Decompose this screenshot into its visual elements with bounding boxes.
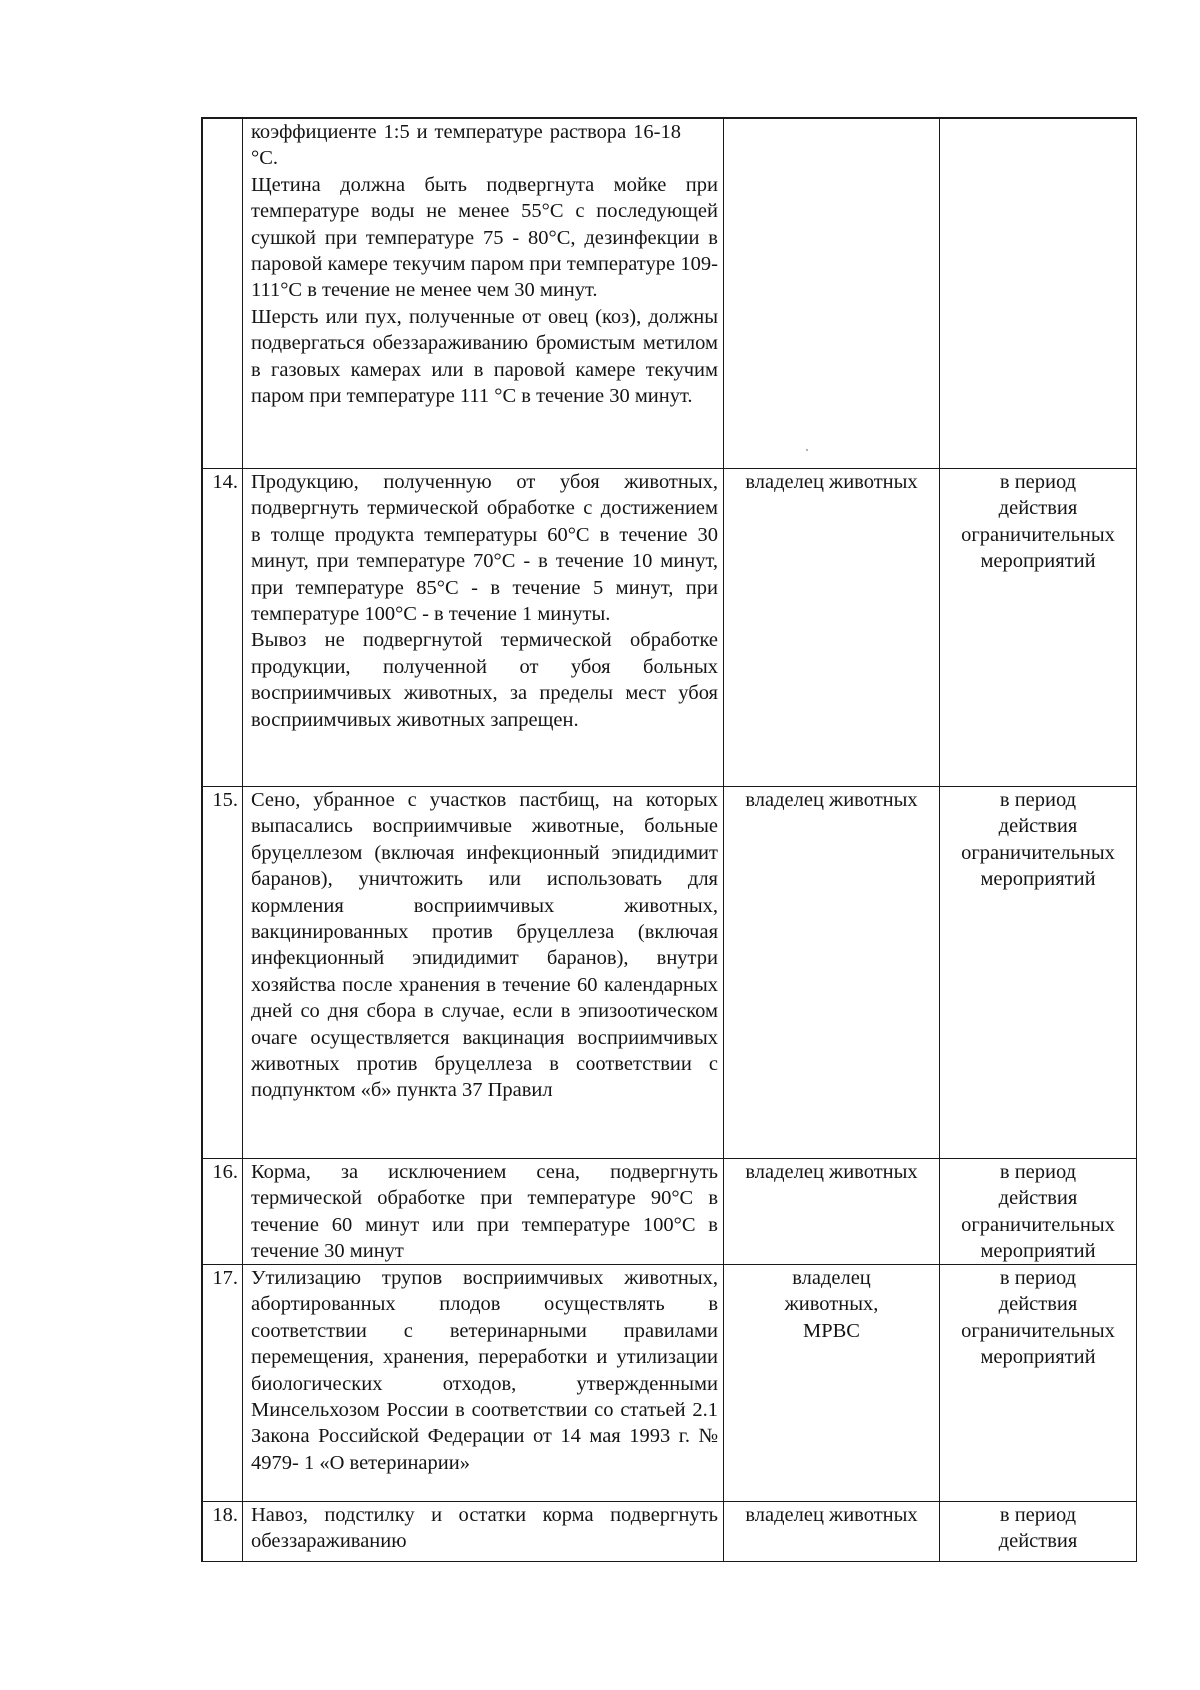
scan-speck (806, 449, 808, 451)
responsible-cell (724, 469, 940, 786)
responsible-text: владелец животных (745, 1161, 918, 1183)
period-cell (940, 1502, 1137, 1561)
measure-paragraph: коэффициенте 1:5 и температуре раствора 16-18 °С. (251, 121, 681, 170)
measure-text (243, 787, 724, 1158)
period-text: в период действия ограничительных мероприятий (961, 1267, 1115, 1369)
measure-paragraph: Сено, убранное с участков пастбищ, на которых выпасались восприимчивые животные, больные бруцеллезом (включая инфекционный эпидидимит баранов), уничтожить или использовать для кормления восприимчивых животных, вакцинированных против бруцеллеза (включая инфекционный эпидидимит баранов), внутри хозяйства после хранения в течение 60 календарных дней со дня сбора в случае, если в эпизоотическом очаге осуществляется вакцинация восприимчивых животных против бруцеллеза в соответствии с подпунктом «б» пункта 37 Правил (251, 789, 718, 1102)
row-number (203, 119, 243, 468)
period-text: в период действия (998, 1504, 1078, 1553)
table-row (203, 469, 1137, 787)
measures-table (201, 117, 1137, 1562)
measure-paragraph: Продукцию, полученную от убоя животных, подвергнуть термической обработке с достижением в толще продукта температуры 60°С в течение 30 минут, при температуре 70°С - в течение 10 минут, при температуре 85°С - в течение 5 минут, при температуре 100°С - в течение 1 минуты. (251, 471, 718, 626)
responsible-cell (724, 787, 940, 1158)
measure-paragraph: Шерсть или пух, полученные от овец (коз), должны подвергаться обеззараживанию бромистым метилом в газовых камерах или в паровой камере текучим паром при температуре 111 °С в течение 30 минут. (251, 305, 718, 408)
measure-paragraph: Вывоз не подвергнутой термической обработке продукции, полученной от убоя больных восприимчивых животных, за пределы мест убоя восприимчивых животных запрещен. (251, 629, 718, 731)
measure-paragraph: Щетина должна быть подвергнута мойке при температуре воды не менее 55°С с последующей сушкой при температуре 75 - 80°С, дезинфекции в паровой камере текучим паром при температуре 109-111°С в течение не менее чем 30 минут. (251, 173, 718, 302)
responsible-cell (724, 119, 940, 468)
responsible-text: владелец животных (745, 1504, 918, 1526)
row-number: 15. (203, 787, 243, 1158)
table-row (203, 1502, 1137, 1562)
period-text: в период действия ограничительных мероприятий (961, 789, 1115, 891)
row-number: 17. (203, 1265, 243, 1501)
period-text: в период действия ограничительных мероприятий (961, 471, 1115, 573)
measure-paragraph: Утилизацию трупов восприимчивых животных, абортированных плодов осуществлять в соответствии с ветеринарными правилами перемещения, хранения, переработки и утилизации биологических отходов, утвержденными Минсельхозом России в соответствии со статьей 2.1 Закона Российской Федерации от 14 мая 1993 г. № 4979- 1 «О ветеринарии» (251, 1267, 718, 1474)
measure-text (243, 1502, 724, 1561)
measure-paragraph: Корма, за исключением сена, подвергнуть термической обработке при температуре 90°С в течение 60 минут или при температуре 100°С в течение 30 минут (251, 1161, 718, 1263)
responsible-text: владелец животных (745, 789, 918, 811)
responsible-cell (724, 1159, 940, 1264)
responsible-text: владелец животных, МРВС (784, 1267, 879, 1342)
period-cell (940, 787, 1137, 1158)
responsible-text: владелец животных (745, 471, 918, 493)
measure-text (243, 1265, 724, 1501)
table-row (203, 1265, 1137, 1502)
period-cell (940, 469, 1137, 786)
period-text: в период действия ограничительных мероприятий (961, 1161, 1115, 1263)
table-row (203, 119, 1137, 469)
period-cell (940, 1159, 1137, 1264)
measure-text (243, 469, 724, 786)
measure-text (243, 119, 724, 468)
period-cell (940, 119, 1137, 468)
period-cell (940, 1265, 1137, 1501)
measure-text (243, 1159, 724, 1264)
row-number: 14. (203, 469, 243, 786)
row-number: 16. (203, 1159, 243, 1264)
responsible-cell (724, 1502, 940, 1561)
table-row (203, 1159, 1137, 1265)
responsible-cell (724, 1265, 940, 1501)
row-number: 18. (203, 1502, 243, 1561)
measure-paragraph: Навоз, подстилку и остатки корма подвергнуть обеззараживанию (251, 1504, 718, 1553)
table-row (203, 787, 1137, 1159)
